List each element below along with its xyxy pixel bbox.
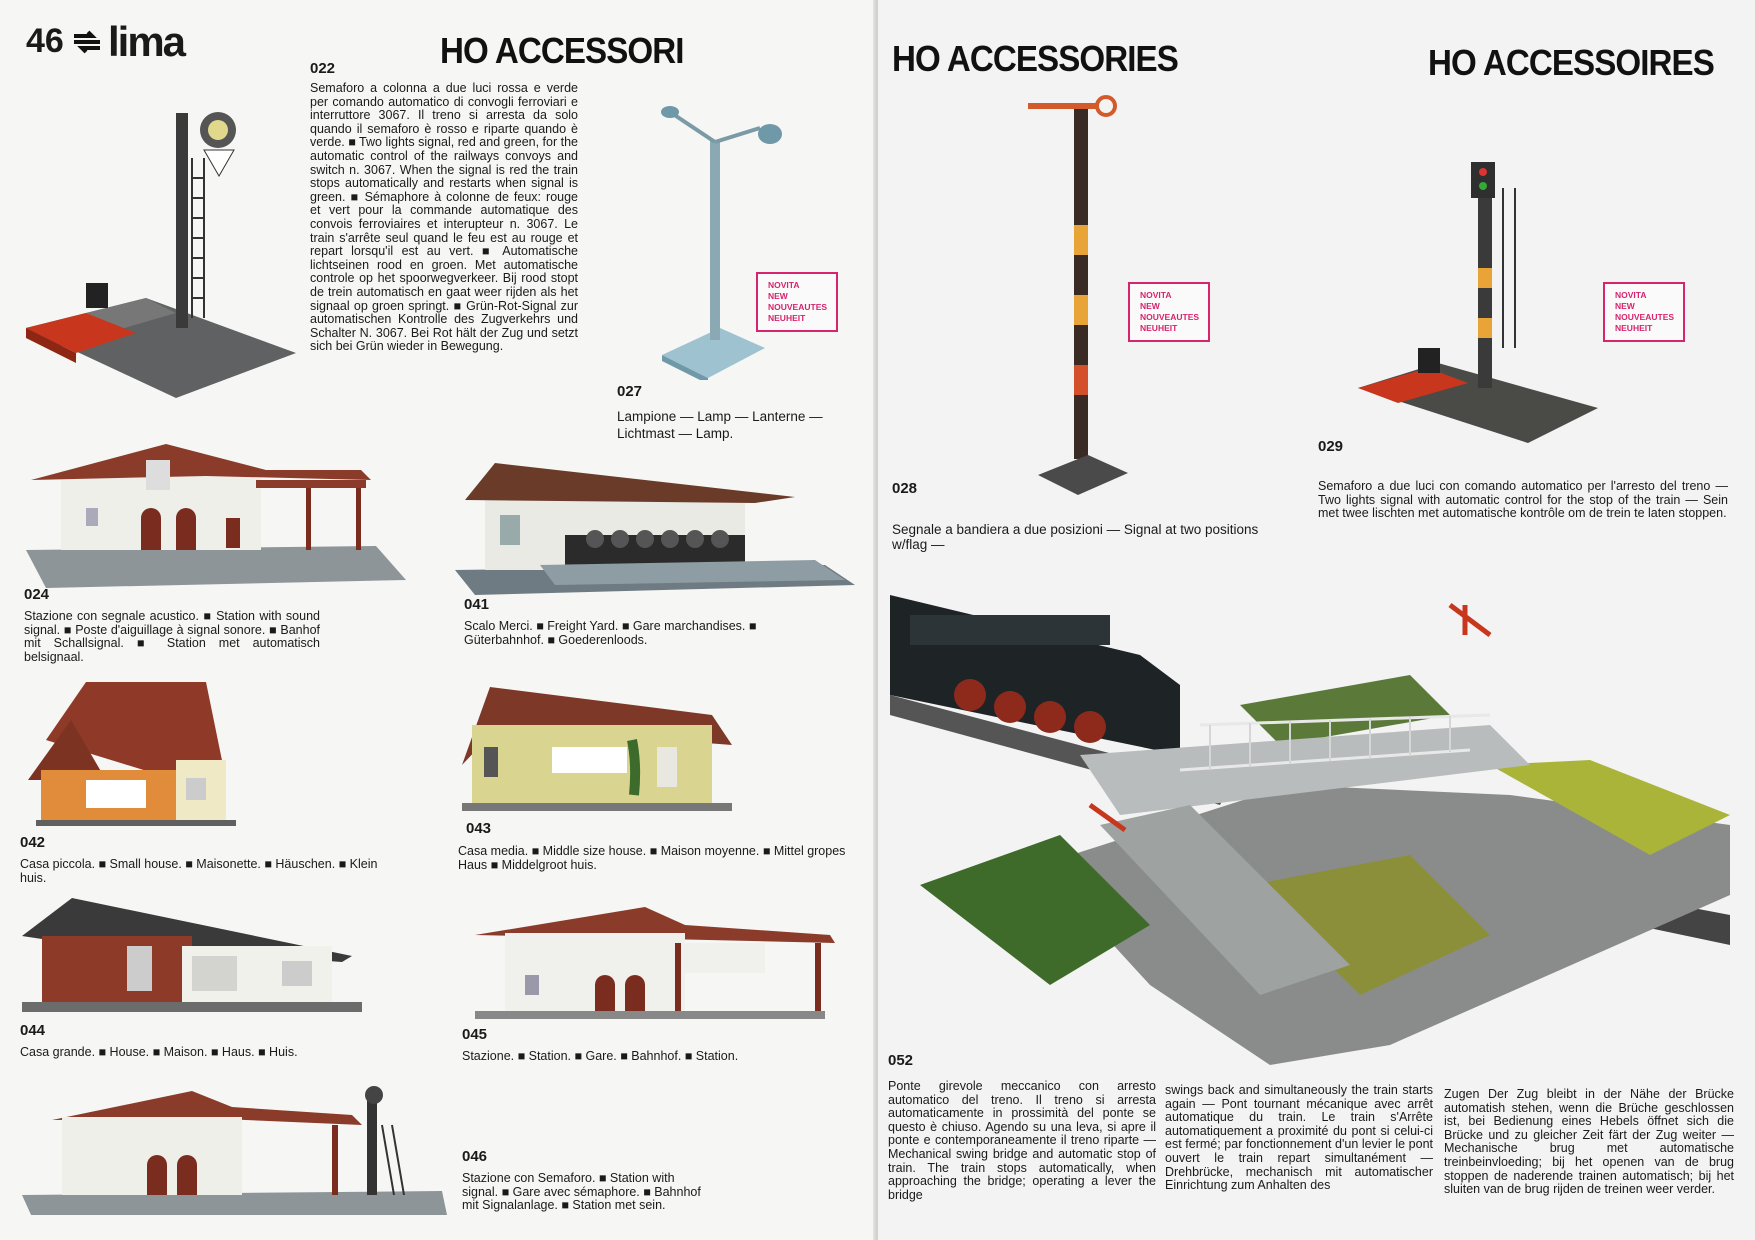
product-desc-045: Stazione. ■ Station. ■ Gare. ■ Bahnhof. ■ Station.: [462, 1049, 739, 1063]
product-code-028: 028: [892, 480, 918, 497]
page-number: 46: [26, 22, 64, 60]
product-desc-046: Stazione con Semaforo. ■ Station with signal. ■ Gare avec sémaphore. ■ Bahnhof mit Signalanlage. ■ Station met sein.: [462, 1171, 701, 1213]
header-italian: HO ACCESSORI: [440, 30, 684, 71]
product-code-043: 043: [466, 820, 492, 837]
product-image-046: [22, 1085, 452, 1215]
header-french: HO ACCESSOIRES: [1428, 42, 1714, 83]
product-code-044: 044: [20, 1022, 46, 1039]
product-code-041: 041: [464, 596, 490, 613]
left-page: [0, 0, 877, 1240]
product-image-052: [890, 565, 1730, 1065]
product-code-052: 052: [888, 1052, 914, 1069]
product-image-045: [475, 905, 835, 1025]
product-image-029: [1358, 158, 1628, 448]
product-code-029: 029: [1318, 438, 1344, 455]
product-code-046: 046: [462, 1148, 488, 1165]
header-english: HO ACCESSORIES: [892, 38, 1178, 79]
product-code-027: 027: [617, 383, 643, 400]
product-image-044: [22, 896, 372, 1016]
product-desc-027: Lampione — Lamp — Lanterne — Lichtmast — Lamp.: [617, 409, 823, 441]
novita-badge-029: NOVITA NEW NOUVEAUTES NEUHEIT: [1603, 282, 1685, 342]
product-desc-029: Semaforo a due luci con comando automatico per l'arresto del treno — Two lights signal with automatic control for the stop of the train — Sein met twee lischten met automatische kontrôle om de trein te laten stoppen.: [1318, 479, 1728, 521]
product-image-041: [455, 455, 855, 595]
brand-logo: lima: [108, 18, 185, 65]
product-image-043: [462, 685, 742, 815]
product-desc-041: Scalo Merci. ■ Freight Yard. ■ Gare marchandises. ■ Güterbahnhof. ■ Goederenloods.: [464, 619, 757, 647]
product-image-024: [26, 440, 406, 590]
novita-badge-027: NOVITA NEW NOUVEAUTES NEUHEIT: [756, 272, 838, 332]
product-code-045: 045: [462, 1026, 488, 1043]
product-desc-022: Semaforo a colonna a due luci rossa e verde per comando automatico di convogli ferroviari e interruttore 3067. Il treno si arresta da solo quando il semaforo è rosso e riparte quando è verde. ■ Two lights signal, red and green, for the automatic control of the railways convoys and switch n. 3067. When the signal is red the train stops automatically and restarts when signal is green. ■ Sémaphore à colonne de feux: rouge et vert pour la commande automatique des convois ferroviaires et interupteur n. 3067. Le train s'arrête seul quand le feu est au rouge et repart lorsqu'il est au vert. ■ Automatische lichtseinen rood en groen. Met automatische controle op het spoorwegverkeer. Bij rood stopt de trein automatisch en gaat weer rijden als het signaal op groen springt. ■ Grün-Rot-Signal zur automatischen Kontrolle des Zugverkehrs und Schalter N. 3067. Bei Rot hält der Zug und setzt sich bei Grün wieder in Bewegung.: [310, 81, 578, 354]
product-image-042: [26, 680, 266, 830]
product-image-027: [660, 100, 800, 380]
product-desc-028: Segnale a bandiera a due posizioni — Signal at two positions w/flag —: [892, 522, 1259, 552]
novita-badge-028: NOVITA NEW NOUVEAUTES NEUHEIT: [1128, 282, 1210, 342]
product-desc-042: Casa piccola. ■ Small house. ■ Maisonette. ■ Häuschen. ■ Klein huis.: [20, 857, 378, 885]
right-page: [878, 0, 1755, 1240]
product-code-022: 022: [310, 60, 336, 77]
product-desc-052-col2: swings back and simultaneously the train starts again — Pont tournant mécanique avec arrêt automatique du train. Le train s'Arrête automatiquement a proximité du pont si celui-ci est fermé; par fonctionnement d'un levier le pont ouvert le train repart simultanément — Drehbrücke, mechanisch mit automatischer Einrichtung zum Anhalten des: [1165, 1083, 1433, 1193]
product-code-042: 042: [20, 834, 46, 851]
product-code-024: 024: [24, 586, 50, 603]
lima-logo-icon: [72, 30, 102, 56]
product-desc-044: Casa grande. ■ House. ■ Maison. ■ Haus. ■ Huis.: [20, 1045, 298, 1059]
product-image-022: [26, 98, 306, 398]
product-desc-052-col3: Zugen Der Zug bleibt in der Nähe der Brücke automatish stehen, wenn die Brüche geschlossen ist, bei Bedienung eines Hebels öffnet sich die Brücke und zu gleicher Zeit färt der Zug weiter — Mechanische brug met automatische treinbeinvloeding; bij het openen van de brug stoppen de naderende trainen automatisch; bij het sluiten van de brug rijden de treinen weer verder.: [1444, 1087, 1734, 1197]
product-desc-024: Stazione con segnale acustico. ■ Station with sound signal. ■ Poste d'aiguillage à signal sonore. ■ Banhof mit Schallsignal. ■ Station met automatisch belsignaal.: [24, 609, 320, 664]
product-desc-043: Casa media. ■ Middle size house. ■ Maison moyenne. ■ Mittel gropes Haus ■ Middelgroot huis.: [458, 844, 846, 872]
product-desc-052-col1: Ponte girevole meccanico con arresto automatico del treno. Il treno si arresta automaticamente in prossimità del ponte se questo è chiuso. Agendo su una leva, si apre il ponte e contemporaneamente il treno riparte — Mechanical swing bridge and automatic stop of train. The train stops automatically, when approaching the bridge; operating a lever the bridge: [888, 1079, 1156, 1202]
